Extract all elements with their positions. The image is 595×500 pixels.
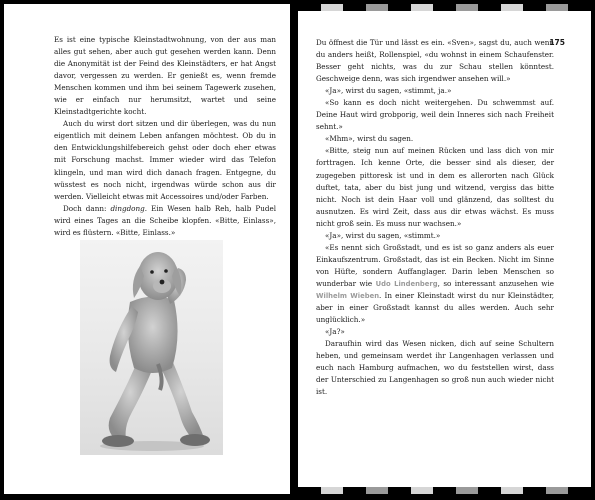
costume-figure-image — [80, 240, 223, 455]
paragraph: Doch dann: dingdong. Ein Wesen halb Reh, halb Pudel wird eines Tages an die Scheibe klopfen. «Bitte, Einlass», wird es flüstern. «Bitte, Einlass.» — [54, 203, 276, 237]
paragraph: «Es nennt sich Großstadt, und es ist so ganz anders als euer Einkaufszentrum. Großstadt, das ist ein Becken. Nicht im Sinne von Hüfte, sondern Auffanglager. Darin leben Menschen so wunderbar wie Udo Lindenberg, so interessant anzusehen wie Wilhelm Wieben. In einer Kleinstadt wirst du nur Kleinstädter, aber in einer Großstadt kannst du alles werden. Auch sehr unglücklich.» — [316, 242, 554, 325]
paragraph: «Ja», wirst du sagen, «stimmt, ja.» — [325, 86, 452, 96]
paragraph: «Mhm», wirst du sagen. — [325, 134, 414, 144]
paragraph: Es ist eine typische Kleinstadtwohnung, von der aus man alles gut sehen, aber auch gut gesehen werden kann. Denn die Anonymität ist der Feind des Kleinstädters, er hat Angst davor, vergessen zu werden. Er genießt es, wenn fremde Menschen kommen und ihm bei seinem Tagewerk zusehen, wie er einfach nur herumsitzt, wartet und seine Kleinstadtgerichte kocht. — [54, 35, 276, 117]
paragraph: «Ja», wirst du sagen, «stimmt.» — [325, 230, 441, 240]
name-wilhelm-wieben: Wilhelm Wieben — [316, 291, 380, 300]
right-page-text — [316, 37, 554, 398]
name-udo-lindenberg: Udo Lindenberg — [375, 279, 438, 288]
bottom-checker-strip — [298, 487, 591, 494]
paragraph: Auch du wirst dort sitzen und dir überlegen, was du nun eigentlich mit deinem Leben anfangen möchtest. Ob du in den Entwicklungshilfebereich gehst oder doch eher etwas mit Forschung machst. Immer wieder wird das Telefon klingeln, und man wird dich danach fragen. Entgegne, du wüsstest es noch nicht, irgendwas würde schon aus dir werden. Vielleicht etwas mit Accessoires und/oder Farben. — [54, 119, 276, 201]
costume-photo — [80, 240, 223, 455]
paragraph: «Ja?» — [325, 327, 345, 337]
left-page-text — [54, 34, 276, 239]
page-number: 175 — [549, 38, 565, 47]
paragraph: «Bitte, steig nun auf meinen Rücken und lass dich von mir forttragen. Ich kenne Orte, die besser sind als dieser, der zugegeben pittoresk ist und in dem es allerorten nach Glück duftet, tata, aber du bist jung und witzend, vergiss das bitte nicht. Noch ist dein Haar voll und glänzend, das solltest du ausnutzen. Es wird Zeit, dass aus dir etwas wächst. Es muss nicht groß sein. Es muss nur wachsen.» — [316, 146, 554, 228]
emphasis-word: dingdong — [110, 203, 145, 213]
paragraph: Du öffnest die Tür und lässt es ein. «Sven», sagst du, auch wenn du anders heißt, Rollenspiel, «du wohnst in einem Schaufenster. Besser geht nichts, was du zur Schau stellen könntest. Geschweige denn, was sich irgendwer ansehen will.» — [316, 38, 554, 84]
right-page — [298, 4, 591, 494]
left-page — [4, 4, 290, 494]
paragraph: «So kann es doch nicht weitergehen. Du schwemmst auf. Deine Haut wird grobporig, weil dein Inneres sich nach Freiheit sehnt.» — [316, 98, 554, 132]
top-checker-strip — [298, 4, 591, 11]
paragraph: Daraufhin wird das Wesen nicken, dich auf seine Schultern heben, und gemeinsam werdet ihr Langenhagen verlassen und euch nach Hamburg aufmachen, wo du feststellen wirst, dass der Unterschied zu Langenhagen so groß nun auch wieder nicht ist. — [316, 339, 554, 397]
